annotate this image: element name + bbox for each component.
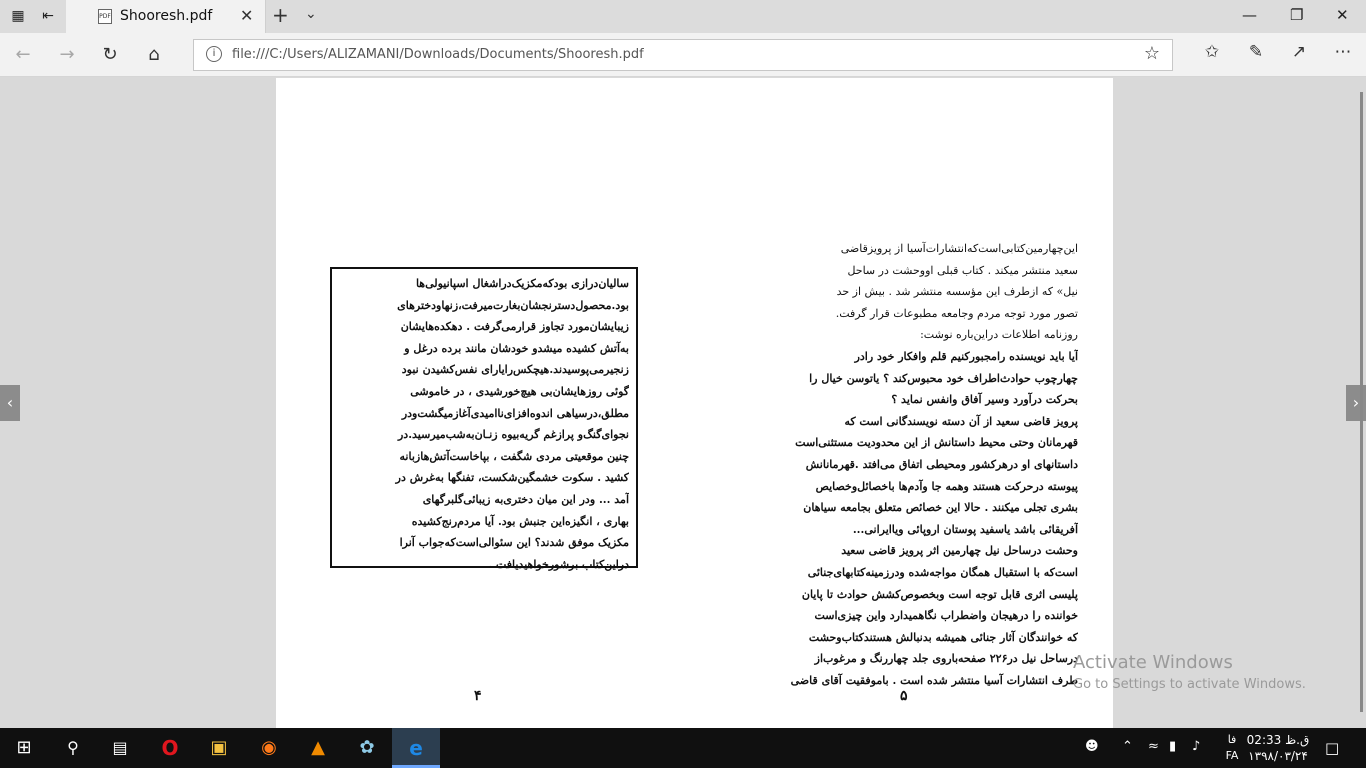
text-line: بحرکت درآورد وسیر آفاق وانفس نماید ؟ xyxy=(891,393,1078,407)
file-explorer-icon[interactable]: ▣ xyxy=(210,737,228,758)
text-line: پلیسی اثری قابل توجه است وبخصوص‌کشش حوادث تا پایان xyxy=(801,587,1078,601)
restore-icon[interactable]: ❐ xyxy=(1290,6,1304,24)
favorite-star-icon[interactable]: ☆ xyxy=(1143,43,1160,64)
text-line: مطلق،درسیاهی اندوه‌افزای‌ناامیدی‌آغازمیگشت‌ودر xyxy=(401,406,629,420)
scrollbar[interactable] xyxy=(1360,92,1363,712)
next-page-arrow-icon[interactable]: › xyxy=(1346,385,1366,421)
previous-page-arrow-icon[interactable]: ‹ xyxy=(0,385,20,421)
text-line: نجوای‌گنگ‌و پرازغم گریه‌بیوه زنـان‌به‌شب‌میرسید.در xyxy=(397,428,629,442)
text-line: دراین‌کتاب برشورخواهیدیافت . xyxy=(488,557,629,571)
text-line: زیبایشان‌مورد تجاوز قرارمی‌گرفت . دهکده‌هایشان xyxy=(400,320,629,334)
text-line: کشید . سکوت خشمگین‌شکست، تفنگها به‌غرش در xyxy=(395,471,629,485)
clock[interactable] xyxy=(1244,732,1312,764)
volume-icon[interactable]: ♪ xyxy=(1192,739,1201,754)
back-icon[interactable]: ← xyxy=(15,44,31,65)
text-line: درساحل نیل در۲۲۶ صفحه‌باروی جلد چهاررنگ و مرغوب‌از xyxy=(814,652,1078,666)
tab-title: Shooresh.pdf xyxy=(120,8,213,24)
close-tab-icon[interactable]: ✕ xyxy=(240,6,254,25)
text-line: مکزیک موفق شدند؟ این سئوالی‌است‌که‌جواب آنرا xyxy=(399,536,629,550)
paint-icon[interactable]: ✿ xyxy=(359,737,375,758)
watermark-title: Activate Windows xyxy=(1073,652,1233,673)
left-page-text-box xyxy=(330,267,638,571)
new-tab-icon[interactable]: + xyxy=(272,3,289,27)
text-line: به‌آتش کشیده میشدو خودشان مانند برده درغل و xyxy=(404,341,629,355)
wifi-icon[interactable]: ≈ xyxy=(1148,739,1159,754)
url-text: file:///C:/Users/ALIZAMANI/Downloads/Documents/Shooresh.pdf xyxy=(232,47,644,62)
right-page-text xyxy=(728,238,1078,691)
clock-time: ق.ظ 02:33 xyxy=(1246,733,1310,747)
battery-icon[interactable]: ▮ xyxy=(1169,739,1177,754)
tab-pdf[interactable] xyxy=(66,0,266,33)
text-line: قهرمانان وحتی محیط داستانش از این محدودیت مستثنی‌است xyxy=(795,436,1078,450)
edge-taskbar-button[interactable] xyxy=(392,728,440,768)
address-bar[interactable] xyxy=(193,39,1173,71)
text-line: چهارچوب حوادث‌اطراف خود محبوس‌کند ؟ یاتوسن خیال را xyxy=(809,371,1078,385)
text-line: که خوانندگان آثار جنائی همیشه بدنبالش هستندکتاب‌وحشت xyxy=(808,630,1078,644)
text-line: پرویز قاضی سعید از آن دسته نویسندگانی است که xyxy=(844,414,1078,428)
task-view-icon[interactable]: ▤ xyxy=(112,738,128,757)
minimize-icon[interactable]: — xyxy=(1242,6,1257,24)
text-line: است‌که با استقبال همگان مواجه‌شده ودرزمینه‌کتابهای‌جنائی xyxy=(807,565,1078,579)
language-code: FA xyxy=(1225,749,1239,762)
taskbar xyxy=(0,728,1366,768)
set-aside-tabs-icon[interactable]: ⇤ xyxy=(42,8,54,24)
notifications-icon[interactable]: □ xyxy=(1325,739,1340,757)
text-line: خواننده را درهیجان واضطراب نگاهمیدارد واین چیزی‌است xyxy=(814,609,1078,623)
favorites-list-icon[interactable]: ✩ xyxy=(1204,42,1220,62)
text-line: بهاری ، انگیزه‌این جنبش بود. آیا مردم‌رنج‌کشیده xyxy=(411,514,629,528)
opera-icon[interactable]: O xyxy=(161,736,179,760)
close-window-icon[interactable]: ✕ xyxy=(1336,6,1349,24)
text-line: چنین موقعیتی مردی شگفت ، بپاخاست‌آتش‌هازبانه xyxy=(399,449,629,463)
text-line: آفریقائی باشد یاسفید پوستان اروپائی ویاایرانی... xyxy=(852,522,1078,536)
show-hidden-icons-chevron-icon[interactable]: ⌃ xyxy=(1122,739,1133,754)
text-line: تصور مورد توجه مردم وجامعه مطبوعات قرار گرفت. xyxy=(835,306,1078,320)
language-persian: فا xyxy=(1227,733,1237,746)
clock-date: ۱۳۹۸/۰۳/۲۴ xyxy=(1248,749,1308,763)
share-icon[interactable]: ↗ xyxy=(1291,42,1307,62)
text-line: پیوسته درحرکت هستند وهمه جا وآدم‌ها باخصائل‌وخصایص xyxy=(815,479,1078,493)
text-line: بشری تجلی میکنند . حالا این خصائص متعلق بجامعه سیاهان xyxy=(803,501,1078,515)
people-icon[interactable]: ☻ xyxy=(1085,739,1099,754)
title-bar xyxy=(0,0,1366,33)
more-icon[interactable]: ⋯ xyxy=(1334,42,1352,62)
right-page-number: ۵ xyxy=(900,688,908,704)
search-icon[interactable]: ⚲ xyxy=(67,738,79,757)
pdf-icon: PDF xyxy=(98,9,112,24)
text-line: این‌چهارمین‌کتابی‌است‌که‌انتشارات‌آسیا از پرویزقاضی xyxy=(840,242,1078,255)
text-line: داستانهای او درهرکشور ومحیطی اتفاق می‌افتد .قهرمانانش xyxy=(805,457,1078,471)
text-line: وحشت درساحل نیل چهارمین اثر پرویز قاضی سعید xyxy=(841,544,1078,558)
activate-windows-watermark xyxy=(1073,652,1306,692)
pdf-page xyxy=(276,78,1113,728)
language-indicator[interactable] xyxy=(1222,732,1242,764)
left-page-number: ۴ xyxy=(474,688,482,704)
tab-preview-chevron-icon[interactable]: ⌄ xyxy=(305,6,317,22)
text-line: سعید منتشر میکند . کتاب قبلی اووحشت در ساحل xyxy=(847,263,1078,277)
edge-icon: e xyxy=(409,736,423,760)
info-icon[interactable]: i xyxy=(206,46,222,62)
pen-icon[interactable]: ✎ xyxy=(1248,42,1264,62)
text-line: طرف انتشارات آسیا منتشر شده است . باموفقیت آقای قاضی xyxy=(790,673,1078,687)
navigation-bar xyxy=(0,33,1366,77)
text-line: زنجیرمی‌پوسیدند.هیچکس‌رایارای نفس‌کشیدن نبود xyxy=(401,363,629,377)
text-line: بود.محصول‌دسترنجشان‌بغارت‌میرفت،زنهاودخترهای xyxy=(397,298,629,312)
home-icon[interactable]: ⌂ xyxy=(148,44,160,65)
pdf-viewer xyxy=(0,78,1366,728)
text-line: روزنامه اطلاعات دراین‌باره نوشت: xyxy=(920,328,1078,342)
text-line: آیا باید نویسنده رامجبورکنیم قلم وافکار خود رادر xyxy=(854,349,1078,363)
forward-icon[interactable]: → xyxy=(59,44,75,65)
text-line: سالیان‌درازی بودکه‌مکزیک‌دراشغال اسپانیولی‌ها xyxy=(415,277,629,290)
firefox-icon[interactable]: ◉ xyxy=(261,737,277,758)
text-line: آمد ... ودر این میان دختری‌به زیبائی‌گلبرگهای xyxy=(422,492,629,506)
vlc-icon[interactable]: ▲ xyxy=(311,737,325,758)
tab-actions-icon[interactable]: ▦ xyxy=(11,8,25,24)
windows-start-icon[interactable]: ⊞ xyxy=(16,737,32,758)
watermark-subtitle: Go to Settings to activate Windows. xyxy=(1073,677,1306,692)
text-line: نیل» که ازطرف این مؤسسه منتشر شد . بیش از حد xyxy=(836,285,1078,299)
refresh-icon[interactable]: ↻ xyxy=(102,44,118,65)
text-line: گوئی روزهایشان‌بی هیچ‌خورشیدی ، در خاموشی xyxy=(410,384,629,398)
